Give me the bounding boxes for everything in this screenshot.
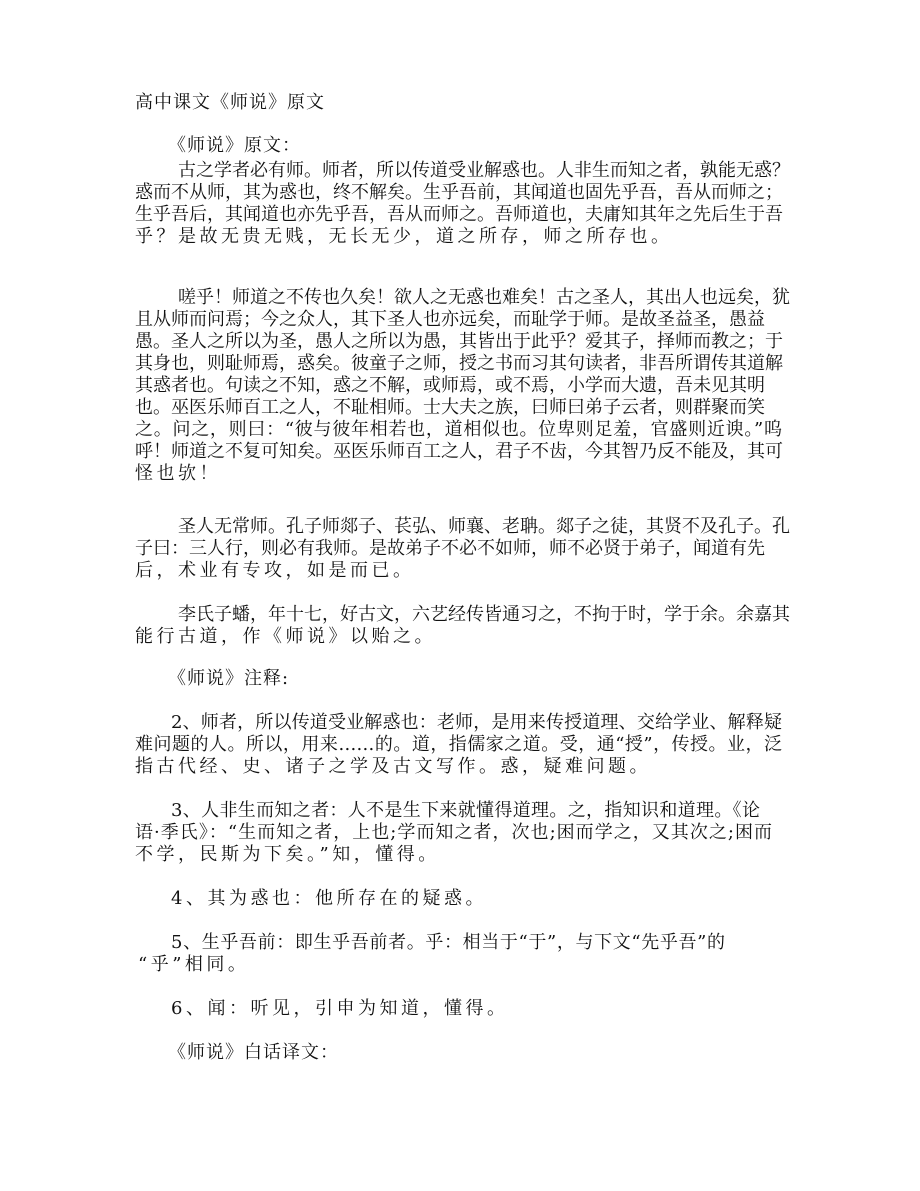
section-heading-original: 《师说》原文： — [168, 135, 301, 156]
paragraph-line: 惑而不从师，其为惑也，终不解矣。生乎吾前，其闻道也固先乎吾，吾从而师之； — [135, 182, 783, 203]
document-title: 高中课文《师说》原文 — [135, 92, 325, 113]
paragraph-line: 古之学者必有师。师者，所以传道受业解惑也。人非生而知之者，孰能无惑？ — [178, 160, 790, 181]
paragraph-line: 怪也欤！ — [135, 463, 221, 484]
note-line: 3、人非生而知之者：人不是生下来就懂得道理。之，指知识和道理。《论 — [171, 800, 760, 821]
note-line: 2、师者，所以传道受业解惑也：老师，是用来传授道理、交给学业、解释疑 — [171, 712, 782, 733]
section-heading-translation: 《师说》白话译文： — [168, 1042, 339, 1063]
paragraph-line: 圣人无常师。孔子师郯子、苌弘、师襄、老聃。郯子之徒，其贤不及孔子。孔 — [178, 516, 790, 537]
section-heading-notes: 《师说》注释: — [168, 668, 290, 689]
paragraph-line: 愚。圣人之所以为圣，愚人之所以为愚，其皆出于此乎？爱其子，择师而教之；于 — [135, 331, 783, 352]
paragraph-line: 且从师而问焉；今之众人，其下圣人也亦远矣，而耻学于师。是故圣益圣，愚益 — [135, 309, 765, 330]
paragraph-line: 子曰：三人行，则必有我师。是故弟子不必不如师，师不必贤于弟子，闻道有先 — [135, 538, 765, 559]
paragraph-line: 也。巫医乐师百工之人，不耻相师。士大夫之族，曰师曰弟子云者，则群聚而笑 — [135, 397, 765, 418]
paragraph-line: 其身也，则耻师焉，惑矣。彼童子之师，授之书而习其句读者，非吾所谓传其道解 — [135, 353, 783, 374]
note-line: “乎”相同。 — [138, 954, 250, 975]
note-line: 4、其为惑也：他所存在的疑惑。 — [171, 888, 487, 909]
paragraph-line: 嗟乎！师道之不传也久矣！欲人之无惑也难矣！古之圣人，其出人也远矣，犹 — [178, 287, 790, 308]
note-line: 难问题的人。所以，用来……的。道，指儒家之道。受，通“授”，传授。业，泛 — [135, 734, 782, 755]
paragraph-line: 呼！师道之不复可知矣。巫医乐师百工之人，君子不齿，今其智乃反不能及，其可 — [135, 441, 783, 462]
paragraph-line: 乎？是故无贵无贱，无长无少，道之所存，师之所存也。 — [135, 226, 673, 247]
paragraph-line: 李氏子蟠，年十七，好古文，六艺经传皆通习之，不拘于时，学于余。余嘉其 — [178, 604, 790, 625]
note-line: 不学，民斯为下矣。”知，懂得。 — [135, 844, 440, 865]
note-line: 6、闻：听见，引申为知道，懂得。 — [171, 998, 509, 1019]
note-line: 指古代经、史、诸子之学及古文写作。惑，疑难问题。 — [135, 756, 651, 777]
paragraph-line: 其惑者也。句读之不知，惑之不解，或师焉，或不焉，小学而大遗，吾未见其明 — [135, 375, 765, 396]
paragraph-line: 之。问之，则曰：“彼与彼年相若也，道相似也。位卑则足羞，官盛则近谀。”呜 — [135, 419, 782, 440]
paragraph-line: 后，术业有专攻，如是而已。 — [135, 560, 415, 581]
paragraph-line: 能行古道，作《师说》以贻之。 — [135, 626, 436, 647]
note-line: 语·季氏》：“生而知之者，上也;学而知之者，次也;困而学之，又其次之;困而 — [135, 822, 772, 843]
paragraph-line: 生乎吾后，其闻道也亦先乎吾，吾从而师之。吾师道也，夫庸知其年之先后生于吾 — [135, 204, 783, 225]
note-line: 5、生乎吾前：即生乎吾前者。乎：相当于“于”，与下文“先乎吾”的 — [171, 932, 725, 953]
